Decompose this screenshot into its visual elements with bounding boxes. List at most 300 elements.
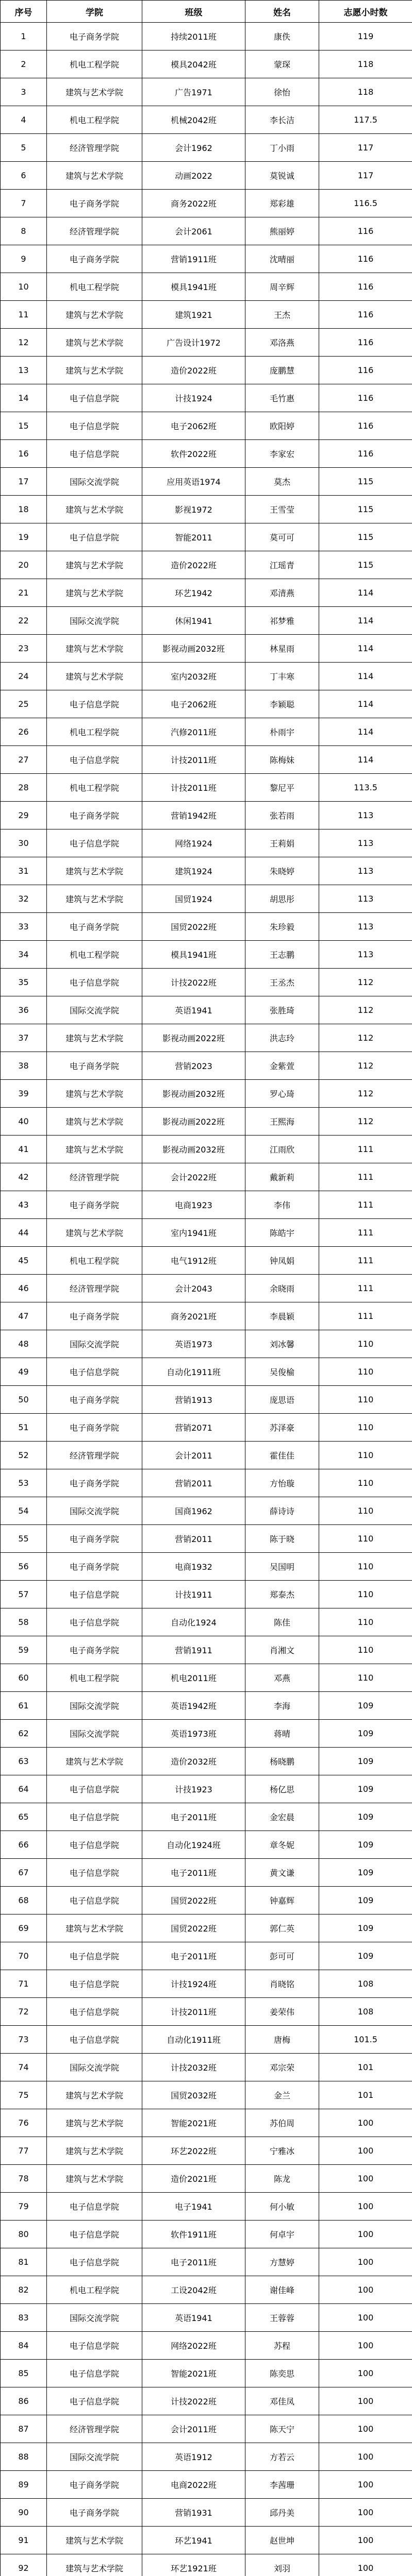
cell-name: 江瑶青 (245, 551, 319, 579)
cell-college: 电子信息学院 (47, 2193, 142, 2221)
cell-index: 48 (1, 1330, 47, 1358)
cell-hours: 112 (319, 969, 412, 996)
cell-college: 机电工程学院 (47, 1664, 142, 1692)
cell-index: 31 (1, 857, 47, 885)
cell-college: 建筑与艺术学院 (47, 496, 142, 523)
cell-college: 电子信息学院 (47, 1859, 142, 1887)
cell-name: 徐怡 (245, 78, 319, 106)
cell-college: 电子商务学院 (47, 1636, 142, 1664)
table-row (1, 2109, 412, 2137)
cell-class: 环艺1942 (142, 579, 245, 607)
cell-college: 电子信息学院 (47, 2026, 142, 2054)
cell-name: 戴新莉 (245, 1163, 319, 1191)
cell-name: 章冬妮 (245, 1831, 319, 1859)
cell-index: 32 (1, 885, 47, 913)
table-row (1, 1914, 412, 1942)
cell-college: 机电工程学院 (47, 941, 142, 969)
cell-college: 建筑与艺术学院 (47, 1219, 142, 1247)
cell-name: 陈于晓 (245, 1525, 319, 1553)
cell-class: 计技1924 (142, 384, 245, 412)
cell-college: 国际交流学院 (47, 468, 142, 496)
cell-college: 建筑与艺术学院 (47, 1914, 142, 1942)
cell-class: 营销1942班 (142, 802, 245, 829)
cell-hours: 116.5 (319, 190, 412, 217)
cell-class: 软件2022班 (142, 440, 245, 468)
table-row (1, 1775, 412, 1803)
cell-index: 28 (1, 774, 47, 802)
cell-college: 电子商务学院 (47, 913, 142, 941)
table-row (1, 2471, 412, 2499)
table-row (1, 2387, 412, 2415)
table-row (1, 1525, 412, 1553)
cell-index: 22 (1, 607, 47, 635)
cell-college: 建筑与艺术学院 (47, 162, 142, 190)
table-row (1, 802, 412, 829)
cell-index: 12 (1, 329, 47, 357)
cell-index: 42 (1, 1163, 47, 1191)
cell-name: 王杰 (245, 301, 319, 329)
header-name: 姓名 (245, 1, 319, 23)
cell-index: 60 (1, 1664, 47, 1692)
table-row (1, 2165, 412, 2193)
cell-name: 何卓宇 (245, 2221, 319, 2248)
header-row (1, 1, 412, 23)
cell-college: 电子商务学院 (47, 1469, 142, 1497)
cell-index: 87 (1, 2415, 47, 2443)
cell-class: 机电2011班 (142, 1664, 245, 1692)
cell-name: 赵世坤 (245, 2527, 319, 2554)
cell-college: 建筑与艺术学院 (47, 551, 142, 579)
cell-hours: 111 (319, 1302, 412, 1330)
table-row (1, 384, 412, 412)
cell-class: 营销2071 (142, 1414, 245, 1442)
cell-hours: 101 (319, 2054, 412, 2081)
cell-class: 影视动画2032班 (142, 1136, 245, 1163)
cell-college: 电子信息学院 (47, 2387, 142, 2415)
table-row (1, 273, 412, 301)
cell-hours: 110 (319, 1469, 412, 1497)
cell-class: 计技2022班 (142, 969, 245, 996)
cell-hours: 100 (319, 2415, 412, 2443)
cell-name: 苏伯周 (245, 2109, 319, 2137)
cell-class: 电子2011班 (142, 2248, 245, 2276)
cell-college: 电子商务学院 (47, 1414, 142, 1442)
cell-college: 建筑与艺术学院 (47, 1080, 142, 1108)
cell-hours: 116 (319, 384, 412, 412)
table-row (1, 412, 412, 440)
cell-name: 李海 (245, 1692, 319, 1720)
cell-class: 持续2011班 (142, 23, 245, 50)
cell-name: 方怡璇 (245, 1469, 319, 1497)
cell-college: 国际交流学院 (47, 1330, 142, 1358)
table-row (1, 2081, 412, 2109)
table-row (1, 551, 412, 579)
cell-hours: 109 (319, 1775, 412, 1803)
cell-index: 52 (1, 1442, 47, 1469)
table-row (1, 1831, 412, 1859)
table-row (1, 2415, 412, 2443)
table-row (1, 2248, 412, 2276)
table-row (1, 329, 412, 357)
cell-name: 邓洛燕 (245, 329, 319, 357)
cell-index: 90 (1, 2499, 47, 2527)
cell-college: 经济管理学院 (47, 217, 142, 245)
cell-class: 电商2022班 (142, 2471, 245, 2499)
cell-class: 计技1924班 (142, 1970, 245, 1998)
cell-college: 电子信息学院 (47, 746, 142, 774)
cell-hours: 117.5 (319, 106, 412, 134)
cell-college: 电子信息学院 (47, 829, 142, 857)
cell-index: 75 (1, 2081, 47, 2109)
cell-name: 江雨欣 (245, 1136, 319, 1163)
cell-name: 刘冰馨 (245, 1330, 319, 1358)
cell-name: 李伟 (245, 1191, 319, 1219)
cell-name: 郑彩雄 (245, 190, 319, 217)
header-index: 序号 (1, 1, 47, 23)
cell-index: 5 (1, 134, 47, 162)
cell-class: 电商1923 (142, 1191, 245, 1219)
table-row (1, 579, 412, 607)
cell-index: 81 (1, 2248, 47, 2276)
cell-college: 经济管理学院 (47, 1442, 142, 1469)
table-row (1, 1108, 412, 1136)
cell-college: 建筑与艺术学院 (47, 2109, 142, 2137)
cell-class: 工设2042班 (142, 2276, 245, 2304)
cell-hours: 110 (319, 1608, 412, 1636)
table-row (1, 440, 412, 468)
table-row (1, 2360, 412, 2387)
cell-college: 建筑与艺术学院 (47, 1748, 142, 1775)
cell-college: 电子信息学院 (47, 1831, 142, 1859)
cell-college: 电子信息学院 (47, 690, 142, 718)
cell-hours: 112 (319, 1108, 412, 1136)
cell-hours: 111 (319, 1219, 412, 1247)
cell-class: 自动化1924 (142, 1608, 245, 1636)
cell-class: 自动化1924班 (142, 1831, 245, 1859)
cell-name: 薛诗诗 (245, 1497, 319, 1525)
cell-college: 机电工程学院 (47, 718, 142, 746)
cell-index: 84 (1, 2332, 47, 2360)
cell-class: 商务2021班 (142, 1302, 245, 1330)
cell-hours: 109 (319, 1803, 412, 1831)
cell-name: 方若云 (245, 2443, 319, 2471)
cell-college: 建筑与艺术学院 (47, 78, 142, 106)
cell-name: 宁雅冰 (245, 2137, 319, 2165)
cell-index: 92 (1, 2554, 47, 2576)
cell-index: 14 (1, 384, 47, 412)
cell-index: 83 (1, 2304, 47, 2332)
cell-college: 电子信息学院 (47, 1998, 142, 2026)
cell-class: 智能2011 (142, 523, 245, 551)
cell-index: 24 (1, 663, 47, 690)
cell-college: 建筑与艺术学院 (47, 357, 142, 384)
cell-index: 43 (1, 1191, 47, 1219)
cell-college: 经济管理学院 (47, 1275, 142, 1302)
cell-college: 国际交流学院 (47, 2054, 142, 2081)
cell-college: 经济管理学院 (47, 134, 142, 162)
cell-name: 张胜琦 (245, 996, 319, 1024)
cell-college: 建筑与艺术学院 (47, 635, 142, 663)
cell-name: 张若雨 (245, 802, 319, 829)
cell-name: 李晨颖 (245, 1302, 319, 1330)
cell-hours: 114 (319, 579, 412, 607)
cell-college: 电子信息学院 (47, 412, 142, 440)
cell-class: 英语1941 (142, 2304, 245, 2332)
cell-class: 营销1911 (142, 1636, 245, 1664)
cell-index: 33 (1, 913, 47, 941)
table-row (1, 774, 412, 802)
cell-name: 祁梦雅 (245, 607, 319, 635)
cell-class: 环艺1921班 (142, 2554, 245, 2576)
cell-hours: 100 (319, 2221, 412, 2248)
cell-college: 电子商务学院 (47, 1191, 142, 1219)
cell-hours: 100 (319, 2499, 412, 2527)
cell-class: 动画2022 (142, 162, 245, 190)
cell-name: 丁丰寒 (245, 663, 319, 690)
cell-hours: 100 (319, 2360, 412, 2387)
cell-college: 建筑与艺术学院 (47, 1136, 142, 1163)
cell-index: 37 (1, 1024, 47, 1052)
cell-class: 环艺2022班 (142, 2137, 245, 2165)
table-row (1, 2527, 412, 2554)
cell-index: 21 (1, 579, 47, 607)
cell-name: 唐梅 (245, 2026, 319, 2054)
cell-hours: 116 (319, 217, 412, 245)
cell-index: 64 (1, 1775, 47, 1803)
cell-college: 电子信息学院 (47, 384, 142, 412)
cell-hours: 110 (319, 1414, 412, 1442)
cell-class: 影视动画2032班 (142, 635, 245, 663)
cell-hours: 112 (319, 1080, 412, 1108)
cell-hours: 100 (319, 2248, 412, 2276)
cell-index: 76 (1, 2109, 47, 2137)
cell-index: 77 (1, 2137, 47, 2165)
cell-hours: 109 (319, 1942, 412, 1970)
header-college: 学院 (47, 1, 142, 23)
table-row (1, 1998, 412, 2026)
cell-hours: 113 (319, 857, 412, 885)
cell-class: 网络1924 (142, 829, 245, 857)
table-row (1, 1553, 412, 1581)
cell-hours: 111 (319, 1275, 412, 1302)
table-row (1, 1664, 412, 1692)
cell-name: 朴雨宇 (245, 718, 319, 746)
cell-college: 国际交流学院 (47, 1692, 142, 1720)
cell-hours: 111 (319, 1191, 412, 1219)
cell-index: 63 (1, 1748, 47, 1775)
cell-index: 79 (1, 2193, 47, 2221)
cell-hours: 117 (319, 162, 412, 190)
cell-index: 58 (1, 1608, 47, 1636)
cell-class: 国贸2022班 (142, 1887, 245, 1914)
cell-name: 王熙海 (245, 1108, 319, 1136)
cell-name: 郭仁英 (245, 1914, 319, 1942)
table-row (1, 885, 412, 913)
cell-class: 休闲1941 (142, 607, 245, 635)
cell-college: 电子信息学院 (47, 1970, 142, 1998)
table-row (1, 635, 412, 663)
cell-hours: 116 (319, 357, 412, 384)
cell-index: 4 (1, 106, 47, 134)
cell-hours: 109 (319, 1859, 412, 1887)
table-row (1, 2221, 412, 2248)
cell-hours: 110 (319, 1553, 412, 1581)
cell-name: 毛竹惠 (245, 384, 319, 412)
cell-index: 85 (1, 2360, 47, 2387)
cell-hours: 101.5 (319, 2026, 412, 2054)
cell-index: 39 (1, 1080, 47, 1108)
table-row (1, 1970, 412, 1998)
table-row (1, 1386, 412, 1414)
cell-index: 68 (1, 1887, 47, 1914)
cell-name: 陈梅妹 (245, 746, 319, 774)
cell-name: 蒙琛 (245, 50, 319, 78)
cell-college: 国际交流学院 (47, 607, 142, 635)
cell-college: 建筑与艺术学院 (47, 2081, 142, 2109)
cell-hours: 119 (319, 23, 412, 50)
cell-name: 沈晴丽 (245, 245, 319, 273)
cell-index: 55 (1, 1525, 47, 1553)
cell-name: 何小敏 (245, 2193, 319, 2221)
cell-class: 电子2062班 (142, 690, 245, 718)
cell-hours: 115 (319, 523, 412, 551)
cell-name: 陈天宁 (245, 2415, 319, 2443)
cell-hours: 111 (319, 1163, 412, 1191)
cell-name: 林星雨 (245, 635, 319, 663)
cell-class: 室内2032班 (142, 663, 245, 690)
cell-index: 74 (1, 2054, 47, 2081)
cell-index: 56 (1, 1553, 47, 1581)
cell-index: 29 (1, 802, 47, 829)
cell-index: 16 (1, 440, 47, 468)
cell-college: 建筑与艺术学院 (47, 663, 142, 690)
cell-hours: 111 (319, 1136, 412, 1163)
cell-college: 机电工程学院 (47, 50, 142, 78)
cell-hours: 113 (319, 829, 412, 857)
cell-class: 营销2011 (142, 1469, 245, 1497)
cell-name: 金宏晨 (245, 1803, 319, 1831)
cell-name: 刘羽 (245, 2554, 319, 2576)
cell-college: 国际交流学院 (47, 2304, 142, 2332)
cell-hours: 114 (319, 718, 412, 746)
cell-hours: 100 (319, 2276, 412, 2304)
cell-college: 电子信息学院 (47, 1775, 142, 1803)
cell-class: 影视1972 (142, 496, 245, 523)
cell-class: 营销1913 (142, 1386, 245, 1414)
cell-name: 李长洁 (245, 106, 319, 134)
cell-college: 机电工程学院 (47, 106, 142, 134)
cell-class: 电气1912班 (142, 1247, 245, 1275)
cell-name: 洪志玲 (245, 1024, 319, 1052)
cell-name: 王志鹏 (245, 941, 319, 969)
cell-name: 陈佳 (245, 1608, 319, 1636)
cell-class: 机械2042班 (142, 106, 245, 134)
table-row (1, 1247, 412, 1275)
cell-class: 国贸2032班 (142, 2081, 245, 2109)
cell-class: 软件1911班 (142, 2221, 245, 2248)
cell-class: 模具1941班 (142, 941, 245, 969)
table-row (1, 718, 412, 746)
cell-index: 44 (1, 1219, 47, 1247)
cell-hours: 113 (319, 885, 412, 913)
cell-name: 姜荣伟 (245, 1998, 319, 2026)
cell-index: 25 (1, 690, 47, 718)
cell-class: 国商1962 (142, 1497, 245, 1525)
cell-name: 杨晓鹏 (245, 1748, 319, 1775)
cell-college: 电子信息学院 (47, 2221, 142, 2248)
cell-college: 机电工程学院 (47, 1247, 142, 1275)
cell-hours: 115 (319, 551, 412, 579)
cell-class: 影视动画2022班 (142, 1024, 245, 1052)
cell-name: 朱晓婷 (245, 857, 319, 885)
cell-class: 商务2022班 (142, 190, 245, 217)
cell-hours: 109 (319, 1887, 412, 1914)
cell-college: 机电工程学院 (47, 273, 142, 301)
table-row (1, 1136, 412, 1163)
cell-hours: 117 (319, 134, 412, 162)
cell-name: 苏泽豪 (245, 1414, 319, 1442)
cell-class: 会计2061 (142, 217, 245, 245)
table-row (1, 1748, 412, 1775)
cell-name: 朱珍毅 (245, 913, 319, 941)
table-row (1, 23, 412, 50)
cell-class: 英语1973 (142, 1330, 245, 1358)
table-row (1, 50, 412, 78)
cell-index: 1 (1, 23, 47, 50)
cell-class: 会计2011班 (142, 2415, 245, 2443)
cell-name: 余晓雨 (245, 1275, 319, 1302)
cell-index: 82 (1, 2276, 47, 2304)
cell-class: 汽修2011班 (142, 718, 245, 746)
cell-index: 11 (1, 301, 47, 329)
cell-class: 计技2032班 (142, 2054, 245, 2081)
table-row (1, 1692, 412, 1720)
cell-college: 电子信息学院 (47, 1803, 142, 1831)
cell-class: 智能2021班 (142, 2360, 245, 2387)
cell-class: 模具1941班 (142, 273, 245, 301)
cell-hours: 112 (319, 1024, 412, 1052)
table-body (1, 23, 412, 2576)
cell-name: 苏程 (245, 2332, 319, 2360)
cell-class: 电子2011班 (142, 1942, 245, 1970)
cell-index: 40 (1, 1108, 47, 1136)
cell-index: 73 (1, 2026, 47, 2054)
cell-hours: 113.5 (319, 774, 412, 802)
cell-hours: 111 (319, 1247, 412, 1275)
cell-index: 71 (1, 1970, 47, 1998)
cell-college: 国际交流学院 (47, 996, 142, 1024)
cell-hours: 100 (319, 2471, 412, 2499)
cell-hours: 100 (319, 2443, 412, 2471)
cell-class: 造价2022班 (142, 357, 245, 384)
cell-name: 熊丽婷 (245, 217, 319, 245)
table-row (1, 2554, 412, 2576)
cell-college: 建筑与艺术学院 (47, 329, 142, 357)
cell-hours: 114 (319, 607, 412, 635)
table-row (1, 1330, 412, 1358)
cell-index: 30 (1, 829, 47, 857)
table-row (1, 913, 412, 941)
cell-class: 会计2011 (142, 1442, 245, 1469)
cell-class: 会计2043 (142, 1275, 245, 1302)
cell-hours: 110 (319, 1442, 412, 1469)
cell-index: 23 (1, 635, 47, 663)
cell-hours: 116 (319, 273, 412, 301)
table-row (1, 996, 412, 1024)
cell-hours: 114 (319, 663, 412, 690)
table-row (1, 2193, 412, 2221)
cell-class: 英语1941 (142, 996, 245, 1024)
